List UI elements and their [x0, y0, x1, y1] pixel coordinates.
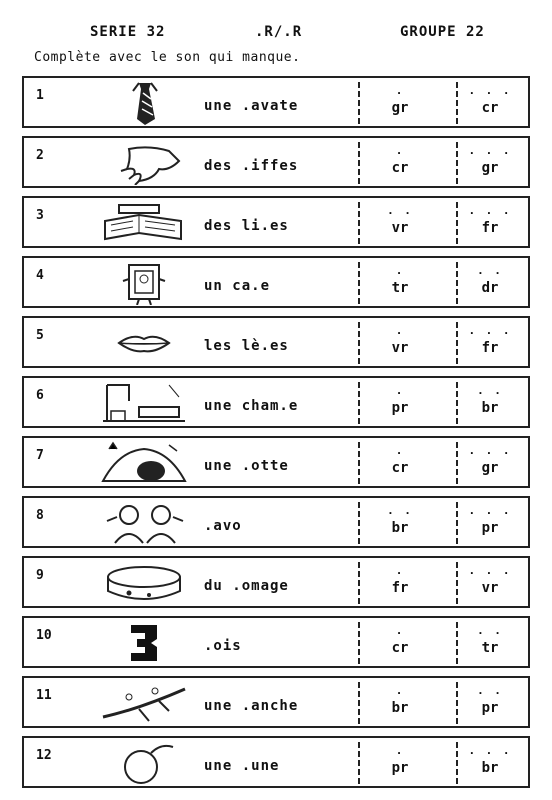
dashed-separator [456, 682, 458, 724]
dashed-separator [358, 82, 360, 124]
row-number: 7 [36, 448, 44, 463]
option-2[interactable]: vr [481, 580, 499, 596]
option-2[interactable]: fr [481, 220, 499, 236]
word-to-complete: des li.es [204, 218, 289, 234]
word-to-complete: du .omage [204, 578, 289, 594]
option-2[interactable]: gr [481, 460, 499, 476]
row-number: 4 [36, 268, 44, 283]
option-1-dots: . [395, 84, 405, 97]
option-2[interactable]: tr [481, 640, 499, 656]
row-number: 10 [36, 628, 52, 643]
exercise-row [22, 556, 530, 608]
option-1[interactable]: br [391, 520, 409, 536]
dashed-separator [358, 202, 360, 244]
option-2[interactable]: br [481, 760, 499, 776]
word-to-complete: une .avate [204, 98, 299, 114]
exercise-row [22, 316, 530, 368]
dashed-separator [358, 262, 360, 304]
dashed-separator [456, 382, 458, 424]
option-1[interactable]: pr [391, 760, 409, 776]
dashed-separator [456, 262, 458, 304]
option-2-dots: . . . [468, 744, 512, 757]
option-1-dots: . [395, 684, 405, 697]
dashed-separator [358, 382, 360, 424]
plum-icon [99, 741, 189, 785]
dashed-separator [358, 622, 360, 664]
dashed-separator [456, 322, 458, 364]
frame-icon [99, 261, 189, 305]
claw-icon [99, 141, 189, 185]
dashed-separator [456, 82, 458, 124]
lips-icon [99, 321, 189, 365]
kids-icon [99, 501, 189, 545]
dashed-separator [358, 502, 360, 544]
option-2-dots: . . . [468, 564, 512, 577]
option-1[interactable]: cr [391, 640, 409, 656]
row-number: 2 [36, 148, 44, 163]
option-2[interactable]: dr [481, 280, 499, 296]
word-to-complete: une cham.e [204, 398, 299, 414]
option-2-dots: . . . [468, 444, 512, 457]
option-1[interactable]: fr [391, 580, 409, 596]
option-1[interactable]: tr [391, 280, 409, 296]
dashed-separator [358, 142, 360, 184]
dashed-separator [456, 202, 458, 244]
word-to-complete: des .iffes [204, 158, 299, 174]
groupe-label: GROUPE 22 [400, 24, 485, 40]
row-number: 5 [36, 328, 44, 343]
word-to-complete: .avo [204, 518, 242, 534]
option-2-dots: . . [477, 684, 503, 697]
option-1-dots: . . [387, 504, 413, 517]
option-1[interactable]: pr [391, 400, 409, 416]
dashed-separator [456, 622, 458, 664]
exercise-row [22, 196, 530, 248]
option-1-dots: . [395, 384, 405, 397]
sound-label: .R/.R [255, 24, 303, 40]
branch-icon [99, 681, 189, 725]
option-1-dots: . [395, 444, 405, 457]
instruction-text: Complète avec le son qui manque. [34, 50, 301, 65]
dashed-separator [456, 142, 458, 184]
dashed-separator [456, 502, 458, 544]
option-2-dots: . . . [468, 84, 512, 97]
option-2-dots: . . . [468, 324, 512, 337]
option-1[interactable]: gr [391, 100, 409, 116]
option-1-dots: . [395, 144, 405, 157]
exercise-row [22, 76, 530, 128]
tie-icon [99, 81, 189, 125]
word-to-complete: un ca.e [204, 278, 271, 294]
option-1[interactable]: cr [391, 460, 409, 476]
option-1-dots: . [395, 564, 405, 577]
dashed-separator [358, 742, 360, 784]
option-2-dots: . . . [468, 204, 512, 217]
option-1-dots: . [395, 324, 405, 337]
option-2[interactable]: gr [481, 160, 499, 176]
option-2-dots: . . . [468, 144, 512, 157]
option-2-dots: . . [477, 264, 503, 277]
cheese-icon [99, 561, 189, 605]
row-number: 1 [36, 88, 44, 103]
bedroom-icon [99, 381, 189, 425]
option-2[interactable]: cr [481, 100, 499, 116]
exercise-row [22, 256, 530, 308]
option-1[interactable]: br [391, 700, 409, 716]
option-2[interactable]: fr [481, 340, 499, 356]
exercise-row [22, 736, 530, 788]
exercise-row [22, 496, 530, 548]
row-number: 12 [36, 748, 52, 763]
exercise-row [22, 376, 530, 428]
option-1-dots: . . [387, 204, 413, 217]
word-to-complete: les lè.es [204, 338, 289, 354]
dashed-separator [456, 442, 458, 484]
exercise-row [22, 676, 530, 728]
cave-icon [99, 441, 189, 485]
option-1[interactable]: cr [391, 160, 409, 176]
option-2-dots: . . [477, 384, 503, 397]
dashed-separator [358, 682, 360, 724]
exercise-row [22, 616, 530, 668]
row-number: 9 [36, 568, 44, 583]
dashed-separator [456, 742, 458, 784]
option-1-dots: . [395, 744, 405, 757]
number-three-icon [99, 621, 189, 665]
dashed-separator [456, 562, 458, 604]
word-to-complete: .ois [204, 638, 242, 654]
row-number: 3 [36, 208, 44, 223]
row-number: 6 [36, 388, 44, 403]
row-number: 11 [36, 688, 52, 703]
row-number: 8 [36, 508, 44, 523]
dashed-separator [358, 442, 360, 484]
option-2[interactable]: pr [481, 700, 499, 716]
books-icon [99, 201, 189, 245]
worksheet-header [0, 24, 552, 44]
option-2[interactable]: br [481, 400, 499, 416]
option-1-dots: . [395, 264, 405, 277]
word-to-complete: une .une [204, 758, 280, 774]
serie-label: SERIE 32 [90, 24, 166, 40]
option-1[interactable]: vr [391, 220, 409, 236]
option-2-dots: . . . [468, 504, 512, 517]
dashed-separator [358, 562, 360, 604]
word-to-complete: une .otte [204, 458, 289, 474]
exercise-row [22, 436, 530, 488]
option-2-dots: . . [477, 624, 503, 637]
exercise-row [22, 136, 530, 188]
word-to-complete: une .anche [204, 698, 299, 714]
dashed-separator [358, 322, 360, 364]
option-1[interactable]: vr [391, 340, 409, 356]
option-2[interactable]: pr [481, 520, 499, 536]
option-1-dots: . [395, 624, 405, 637]
